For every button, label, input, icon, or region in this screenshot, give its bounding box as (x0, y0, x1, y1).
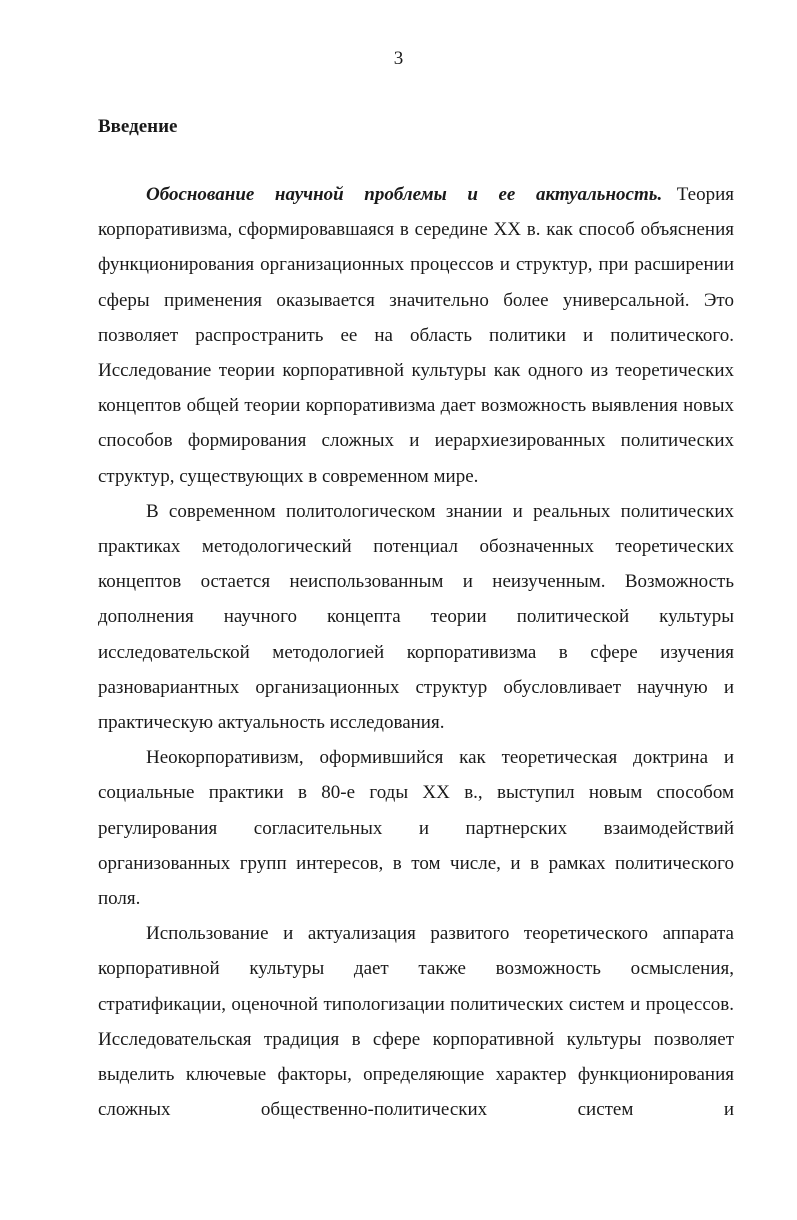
paragraph-2: В современном политологическом знании и реальных политических практиках методологический потенциал обозначенных теоретических концептов остается неиспользованным и неизученным. Возможность дополнения научного концепта теории политической культуры исследовательской методологией корпоративизма в сфере изучения разновариантных организационных структур обусловливает научную и практическую актуальность исследования. (98, 500, 734, 734)
body-text (98, 177, 734, 1127)
paragraph-4: Использование и актуализация развитого теоретического аппарата корпоративной культуры дает также возможность осмысления, стратификации, оценочной типологизации политических систем и процессов. Исследовательская традиция в сфере корпоративной культуры позволяет выделить ключевые факторы, определяющие характер функционирования сложных общественно-политических систем и (98, 923, 734, 1121)
paragraph-1 (98, 177, 734, 494)
section-heading: Введение (98, 116, 178, 137)
paragraph-lead: Обоснование научной проблемы и ее актуальность. (146, 184, 663, 205)
paragraph-3: Неокорпоративизм, оформившийся как теоретическая доктрина и социальные практики в 80-е годы XX в., выступил новым способом регулирования согласительных и партнерских взаимодействий организованных групп интересов, в том числе, и в рамках политического поля. (98, 747, 734, 910)
paragraph-text: Теория корпоративизма, сформировавшаяся в середине XX в. как способ объяснения функционирования организационных процессов и структур, при расширении сферы применения оказывается значительно более универсальной. Это позволяет распространить ее на область политики и политического. Исследование теории корпоративной культуры как одного из теоретических концептов общей теории корпоративизма дает возможность выявления новых способов формирования сложных и иерархиезированных политических структур, существующих в современном мире. (98, 184, 734, 487)
page-number: 3 (393, 48, 404, 69)
